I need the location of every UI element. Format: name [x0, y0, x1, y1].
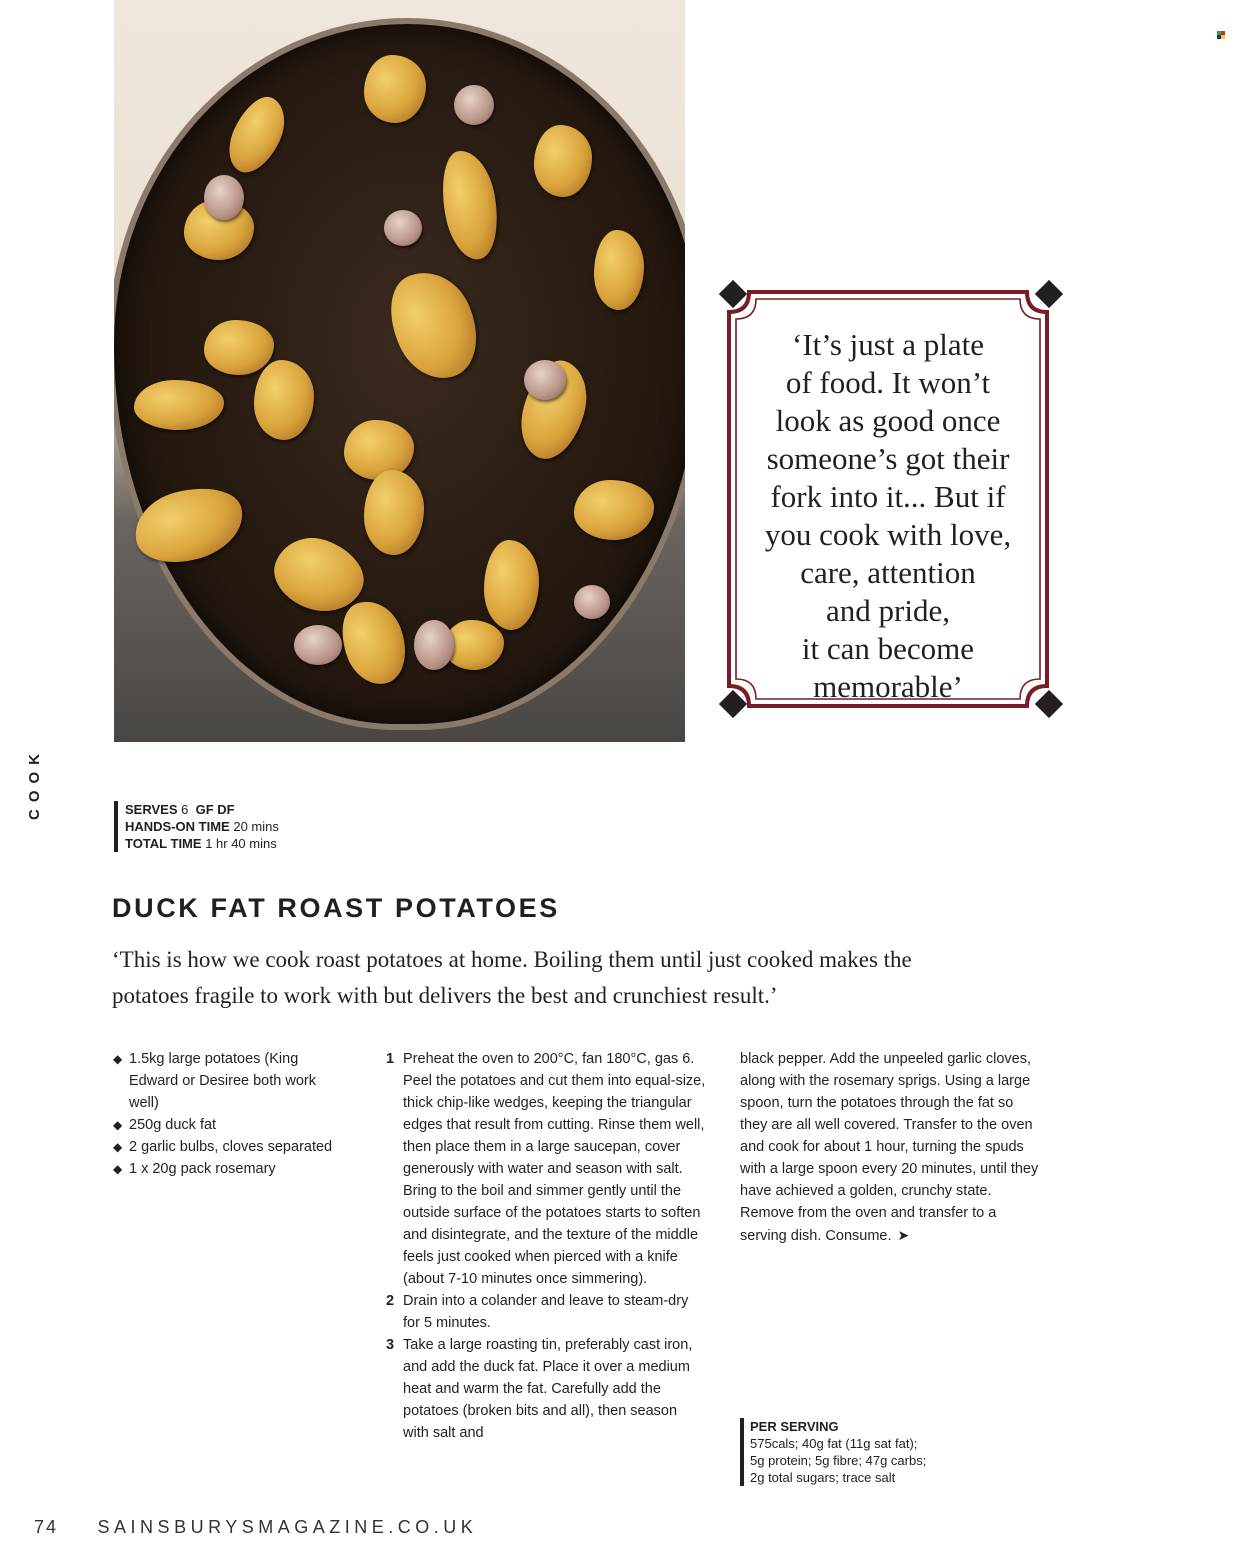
- page-footer: [34, 1517, 477, 1538]
- quote-line: care, attention: [800, 555, 976, 590]
- step-text: Take a large roasting tin, preferably cast iron, and add the duck fat. Place it over a medium heat and warm the fat. Carefully add the potatoes (broken bits and all), then season with salt and: [403, 1337, 693, 1441]
- section-label: COOK: [26, 747, 43, 820]
- method-step: [386, 1048, 706, 1290]
- ingredient-item: ◆ 1.5kg large potatoes (King Edward or Desiree both work well): [113, 1048, 343, 1114]
- nutrition-line: 5g protein; 5g fibre; 47g carbs;: [750, 1453, 927, 1468]
- quote-line: look as good once: [775, 403, 1001, 438]
- recipe-photo: [114, 0, 685, 742]
- serves-row: [125, 801, 279, 818]
- hands-on-value: 20 mins: [233, 819, 279, 834]
- method-steps: [386, 1048, 706, 1444]
- nutrition-line: 2g total sugars; trace salt: [750, 1470, 896, 1485]
- nutrition-heading: PER SERVING: [750, 1419, 839, 1434]
- page-number: 74: [34, 1517, 59, 1537]
- ingredients-list: [113, 1048, 343, 1180]
- total-time-label: TOTAL TIME: [125, 836, 202, 851]
- serves-value: 6: [181, 802, 189, 817]
- ingredient-item: ◆ 250g duck fat: [113, 1114, 343, 1136]
- end-arrow-icon: ➤: [897, 1227, 910, 1243]
- serves-label: SERVES: [125, 802, 178, 817]
- step-number: 2: [386, 1293, 395, 1309]
- hands-on-row: [125, 818, 279, 835]
- quote-line: it can become: [801, 631, 975, 666]
- total-time-row: [125, 835, 279, 852]
- nutrition-line: 575cals; 40g fat (11g sat fat);: [750, 1436, 918, 1451]
- step-text: Preheat the oven to 200°C, fan 180°C, gas 6. Peel the potatoes and cut them into equal-size, thick chip-like wedges, keeping the triangular edges that result from cutting. Rinse them well, then place them in a large saucepan, cover generously with water and season with salt. Bring to the boil and simmer gently until the outside surface of the potatoes starts to soften and disintegrate, and the texture of the middle feels just cooked when pierced with a knife (about 7-10 minutes once simmering).: [403, 1051, 706, 1287]
- step-text: Drain into a colander and leave to steam-dry for 5 minutes.: [403, 1293, 689, 1331]
- step-number: 3: [386, 1337, 395, 1353]
- quote-text: [747, 326, 1029, 706]
- quote-line: and pride,: [826, 593, 950, 628]
- nutrition-info: [740, 1418, 926, 1486]
- method-step: [386, 1334, 706, 1444]
- recipe-intro: ‘This is how we cook roast potatoes at home. Boiling them until just cooked makes the potatoes fragile to work with but delivers the best and crunchiest result.’: [112, 947, 912, 1008]
- quote-line: ‘It’s just a plate: [792, 327, 984, 362]
- ingredient-item: ◆ 2 garlic bulbs, cloves separated: [113, 1136, 343, 1158]
- quote-line: someone’s got their: [766, 441, 1010, 476]
- pull-quote: [727, 290, 1049, 708]
- color-registration-mark: [1217, 31, 1225, 39]
- total-time-value: 1 hr 40 mins: [205, 836, 277, 851]
- method-continued: [740, 1048, 1040, 1247]
- ingredient-item: ◆ 1 x 20g pack rosemary: [113, 1158, 343, 1180]
- recipe-meta: [114, 801, 279, 852]
- dietary-tags: GF DF: [195, 802, 235, 817]
- quote-line: you cook with love,: [764, 517, 1012, 552]
- quote-line: of food. It won’t: [785, 365, 991, 400]
- footer-website: SAINSBURYSMAGAZINE.CO.UK: [97, 1517, 478, 1537]
- method-step: [386, 1290, 706, 1334]
- recipe-title: DUCK FAT ROAST POTATOES: [112, 893, 560, 923]
- step-number: 1: [386, 1051, 395, 1067]
- hands-on-label: HANDS-ON TIME: [125, 819, 230, 834]
- quote-line: fork into it... But if: [770, 479, 1006, 514]
- roasting-pan: [114, 18, 685, 730]
- step-text-continued: black pepper. Add the unpeeled garlic cloves, along with the rosemary sprigs. Using a large spoon, turn the potatoes through the fat so they are all well covered. Transfer to the oven and cook for about 1 hour, turning the spuds with a large spoon every 20 minutes, until they have achieved a golden, crunchy state. Remove from the oven and transfer to a serving dish. Consume.: [740, 1051, 1039, 1244]
- quote-line: memorable’: [813, 669, 963, 704]
